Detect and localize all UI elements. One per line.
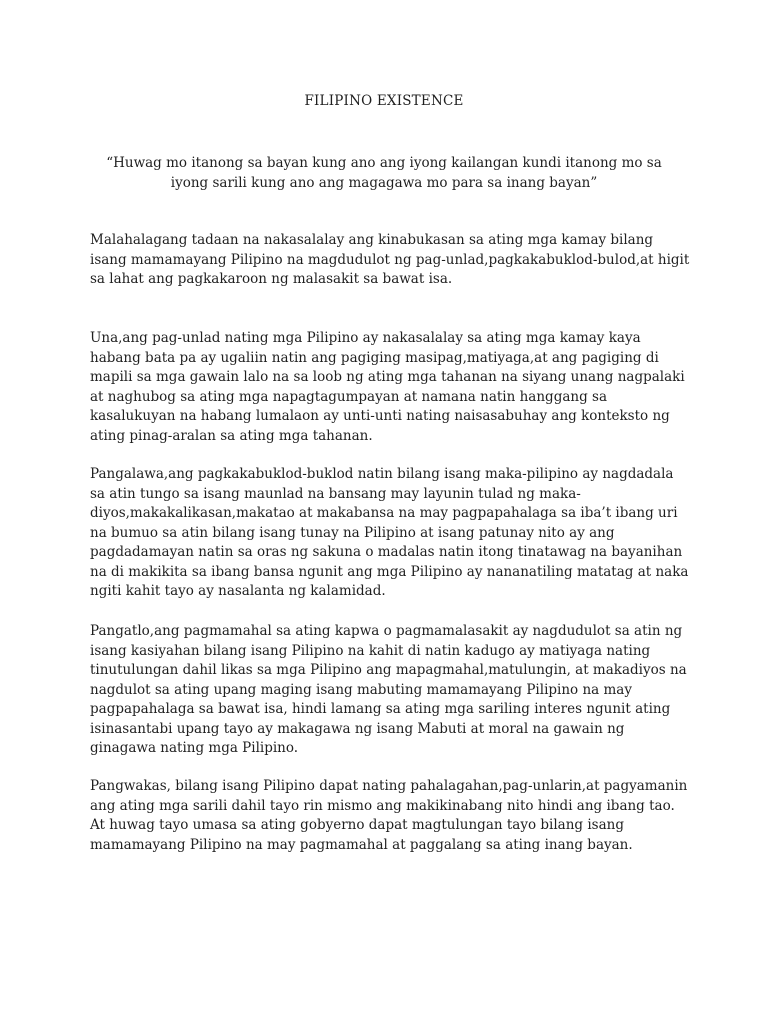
paragraph-third: Pangatlo,ang pagmamahal sa ating kapwa o pagmamalasakit ay nagdudulot sa atin ng isang kasiyahan bilang isang Pilipino na kahit di natin kadugo ay matiyaga nating tinutulungan dahil likas sa mga Pilipino ang mapagmahal,matulungin, at makadiyos na nagdulot sa ating upang maging isang mabuting mamamayang Pilipino na may pagpapahalaga sa bawat isa, hindi lamang sa ating mga sariling interes ngunit ating isinasantabi upang tayo ay makagawa ng isang Mabuti at moral na gawain ng ginagawa nating mga Pilipino. xyxy=(90,623,687,756)
paragraph-second: Pangalawa,ang pagkakabuklod-buklod natin bilang isang maka-pilipino ay nagdadala sa atin tungo sa isang maunlad na bansang may layunin tulad ng maka-diyos,makakalikasan,makatao at makabansa na may pagpapahalaga sa iba’t ibang uri na bumuo sa atin bilang isang tunay na Pilipino at isang patunay nito ay ang pagdadamayan natin sa oras ng sakuna o madalas natin itong tinatawag na bayanihan na di makikita sa ibang bansa ngunit ang mga Pilipino ay nananatiling matatag at naka ngiti kahit tayo ay nasalanta ng kalamidad. xyxy=(90,466,689,599)
document-title: FILIPINO EXISTENCE xyxy=(304,93,464,109)
paragraph-conclusion: Pangwakas, bilang isang Pilipino dapat nating pahalagahan,pag-unlarin,at pagyamanin ang ating mga sarili dahil tayo rin mismo ang makikinabang nito hindi ang ibang tao. At huwag tayo umasa sa ating gobyerno dapat magtulungan tayo bilang isang mamamayang Pilipino na may pagmamahal at paggalang sa ating inang bayan. xyxy=(90,778,688,853)
paragraph-introduction: Malahalagang tadaan na nakasalalay ang kinabukasan sa ating mga kamay bilang isang mamamayang Pilipino na magdudulot ng pag-unlad,pagkakabuklod-bulod,at higit sa lahat ang pagkakaroon ng malasakit sa bawat isa. xyxy=(90,232,690,287)
opening-quote: “Huwag mo itanong sa bayan kung ano ang iyong kailangan kundi itanong mo sa iyong sarili kung ano ang magagawa mo para sa inang bayan” xyxy=(106,155,662,191)
paragraph-first: Una,ang pag-unlad nating mga Pilipino ay nakasalalay sa ating mga kamay kaya habang bata pa ay ugaliin natin ang pagiging masipag,matiyaga,at ang pagiging di mapili sa mga gawain lalo na sa loob ng ating mga tahanan na siyang unang nagpalaki at naghubog sa ating mga napagtagumpayan at namana natin hanggang sa kasalukuyan na habang lumalaon ay unti-unti nating naisasabuhay ang konteksto ng ating pinag-aralan sa ating mga tahanan. xyxy=(90,330,685,444)
